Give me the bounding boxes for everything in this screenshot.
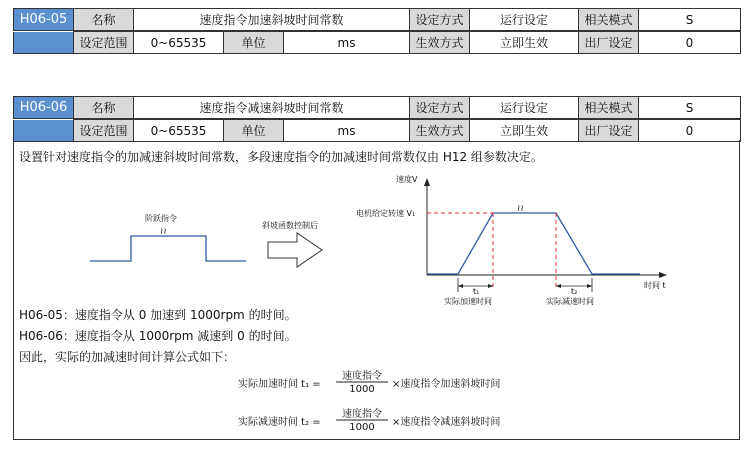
accel-time-label: 实际加速时间 bbox=[444, 297, 492, 306]
default-value: 0 bbox=[639, 32, 741, 54]
description-intro: 设置针对速度指令的加减速斜坡时间常数，多段速度指令的加减速时间常数仅由 H12 组参数决定。 bbox=[19, 150, 543, 164]
t1-arrow-left bbox=[458, 284, 463, 288]
step-signal-line bbox=[90, 236, 246, 261]
default-value: 0 bbox=[639, 120, 741, 142]
step-command-label: 阶跃指令 bbox=[145, 214, 177, 223]
t1-arrow-right bbox=[488, 284, 493, 288]
formula-decel-rhs: ×速度指令减速斜坡时间 bbox=[392, 417, 501, 428]
rel-mode-value: S bbox=[639, 9, 741, 31]
formula-decel-numerator: 速度指令 bbox=[342, 409, 382, 420]
formula-accel-rhs: ×速度指令加速斜坡时间 bbox=[392, 379, 501, 390]
param-code: H06-06 bbox=[14, 97, 74, 119]
x-axis-arrowhead bbox=[659, 272, 667, 278]
default-label: 出厂设定 bbox=[579, 32, 639, 54]
ramp-profile-line bbox=[427, 213, 640, 274]
formula-accel-numerator: 速度指令 bbox=[342, 371, 382, 382]
set-mode-label: 设定方式 bbox=[410, 9, 470, 31]
name-label: 名称 bbox=[74, 97, 134, 119]
range-label: 设定范围 bbox=[74, 32, 134, 54]
t1-label: t₁ bbox=[473, 287, 480, 296]
ramp-arrow-label: 斜坡函数控制后 bbox=[262, 221, 318, 230]
formula-decel-denominator: 1000 bbox=[349, 422, 375, 433]
unit-label: 单位 bbox=[224, 32, 284, 54]
set-mode-value: 运行设定 bbox=[470, 97, 579, 119]
param-code: H06-05 bbox=[14, 9, 74, 31]
unit-value: ms bbox=[284, 120, 410, 142]
param-name: 速度指令加速斜坡时间常数 bbox=[134, 9, 410, 31]
formula-accel-denominator: 1000 bbox=[349, 384, 375, 395]
step-break-mark: ≀≀ bbox=[160, 227, 167, 237]
unit-label: 单位 bbox=[224, 120, 284, 142]
set-mode-value: 运行设定 bbox=[470, 9, 579, 31]
rel-mode-label: 相关模式 bbox=[579, 9, 639, 31]
unit-value: ms bbox=[284, 32, 410, 54]
rel-mode-value: S bbox=[639, 97, 741, 119]
ramp-arrow bbox=[268, 233, 322, 267]
effect-value: 立即生效 bbox=[470, 120, 579, 142]
range-label: 设定范围 bbox=[74, 120, 134, 142]
range-value: 0~65535 bbox=[134, 32, 224, 54]
t2-arrow-right bbox=[587, 284, 592, 288]
effect-value: 立即生效 bbox=[470, 32, 579, 54]
name-label: 名称 bbox=[74, 9, 134, 31]
description-line-1: H06-05：速度指令从 0 加速到 1000rpm 的时间。 bbox=[19, 308, 297, 322]
y-axis-arrowhead bbox=[424, 178, 430, 186]
y-axis-label: 速度V bbox=[396, 175, 418, 184]
effect-label: 生效方式 bbox=[410, 32, 470, 54]
profile-break-mark: ≀≀ bbox=[517, 204, 524, 214]
description-line-3: 因此，实际的加减速时间计算公式如下： bbox=[19, 350, 236, 364]
effect-label: 生效方式 bbox=[410, 120, 470, 142]
default-label: 出厂设定 bbox=[579, 120, 639, 142]
formula-accel-lhs: 实际加速时间 t₁ = bbox=[238, 379, 321, 390]
formula-decel-lhs: 实际减速时间 t₂ = bbox=[238, 417, 321, 428]
description-line-2: H06-06：速度指令从 1000rpm 减速到 0 的时间。 bbox=[19, 329, 297, 343]
decel-time-label: 实际减速时间 bbox=[546, 297, 594, 306]
rated-speed-label: 电机给定转速 V₁ bbox=[356, 209, 416, 218]
range-value: 0~65535 bbox=[134, 120, 224, 142]
set-mode-label: 设定方式 bbox=[410, 97, 470, 119]
param-name: 速度指令减速斜坡时间常数 bbox=[134, 97, 410, 119]
rel-mode-label: 相关模式 bbox=[579, 97, 639, 119]
x-axis-label: 时间 t bbox=[644, 281, 666, 290]
t2-arrow-left bbox=[556, 284, 561, 288]
t2-label: t₂ bbox=[571, 287, 578, 296]
